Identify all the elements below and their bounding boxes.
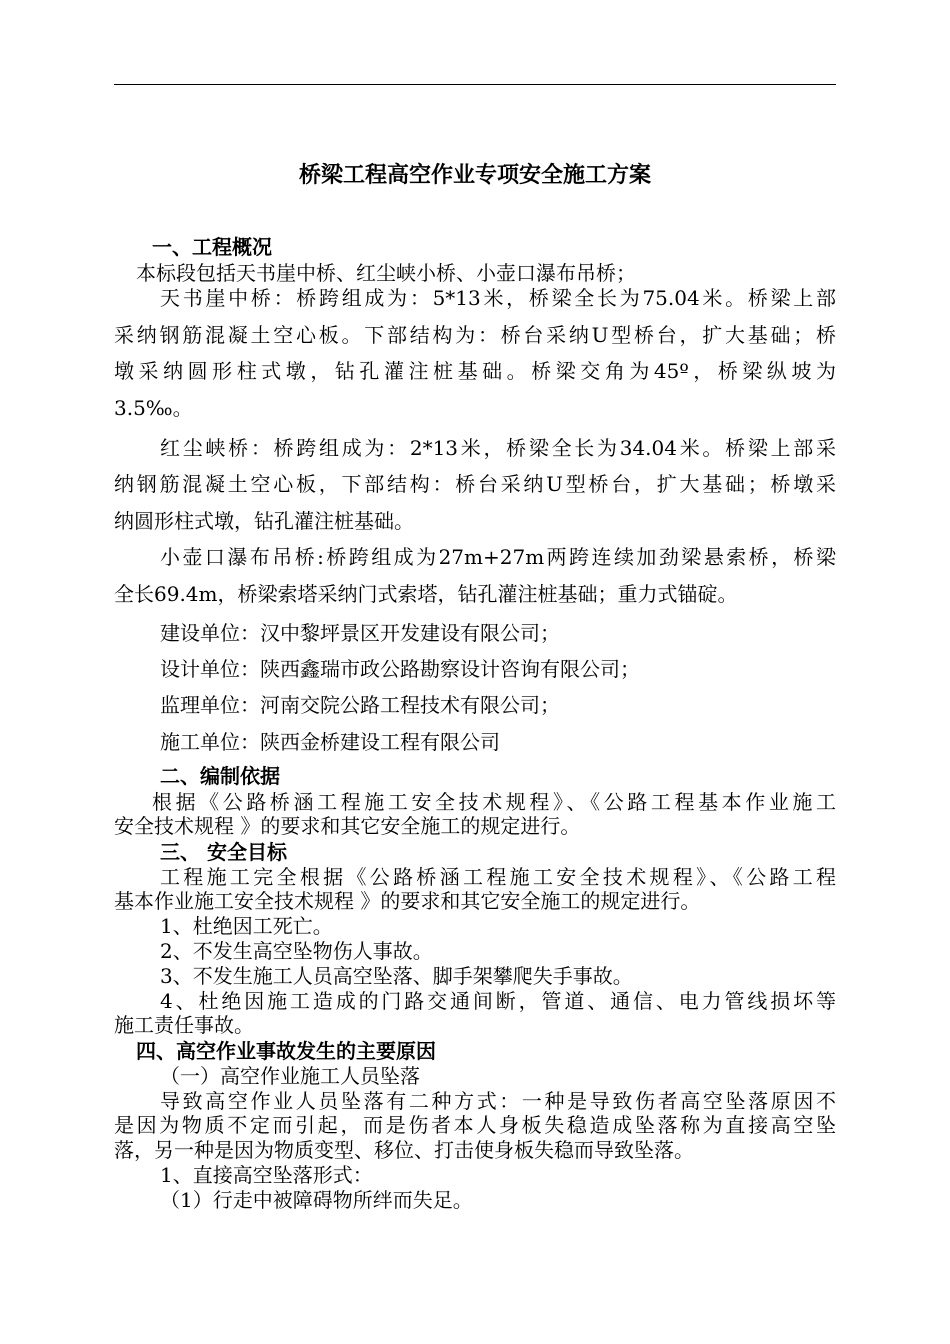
- body-text-line: 天书崖中桥：桥跨组成为：5*13米，桥梁全长为75.04米。桥梁上部: [160, 286, 836, 310]
- section-heading: 四、高空作业事故发生的主要原因: [136, 1039, 436, 1063]
- body-text-line: 基本作业施工安全技术规程 》的要求和其它安全施工的规定进行。: [114, 889, 701, 913]
- body-text-line: （1）行走中被障碍物所绊而失足。: [160, 1188, 473, 1212]
- body-text-line: 墩采纳圆形柱式墩，钻孔灌注桩基础。桥梁交角为45º，桥梁纵坡为: [114, 359, 836, 383]
- body-text-line: 1、杜绝因工死亡。: [160, 914, 333, 938]
- body-text-line: 2、不发生高空坠物伤人事故。: [160, 939, 433, 963]
- body-text-line: 工程施工完全根据《公路桥涵工程施工安全技术规程》、《公路工程: [160, 865, 836, 889]
- body-text-line: 施工单位：陕西金桥建设工程有限公司: [160, 730, 500, 754]
- section-heading: 一、工程概况: [152, 235, 272, 259]
- body-text-line: 红尘峡桥：桥跨组成为：2*13米，桥梁全长为34.04米。桥梁上部采: [160, 436, 836, 460]
- body-text-line: （一）高空作业施工人员坠落: [160, 1064, 420, 1088]
- body-text-line: 本标段包括天书崖中桥、红尘峡小桥、小壶口瀑布吊桥；: [136, 261, 636, 285]
- header-rule: [114, 84, 836, 85]
- body-text-line: 1、直接高空坠落形式：: [160, 1163, 373, 1187]
- body-text-line: 设计单位：陕西鑫瑞市政公路勘察设计咨询有限公司；: [160, 657, 640, 681]
- body-text-line: 4、杜绝因施工造成的门路交通间断，管道、通信、电力管线损坏等: [160, 989, 836, 1013]
- body-text-line: 安全技术规程 》的要求和其它安全施工的规定进行。: [114, 814, 581, 838]
- body-text-line: 监理单位：河南交院公路工程技术有限公司；: [160, 693, 560, 717]
- body-text-line: 3、不发生施工人员高空坠落、脚手架攀爬失手事故。: [160, 964, 633, 988]
- document-title: 桥梁工程高空作业专项安全施工方案: [298, 162, 651, 188]
- body-text-line: 纳圆形柱式墩，钻孔灌注桩基础。: [114, 509, 414, 533]
- section-heading: 二、编制依据: [160, 764, 280, 788]
- body-text-line: 施工责任事故。: [114, 1013, 254, 1037]
- body-text-line: 全长69.4m，桥梁索塔采纳门式索塔，钻孔灌注桩基础；重力式锚碇。: [114, 582, 738, 606]
- body-text-line: 小壶口瀑布吊桥:桥跨组成为27m+27m两跨连续加劲梁悬索桥，桥梁: [160, 545, 836, 569]
- body-text-line: 建设单位：汉中黎坪景区开发建设有限公司；: [160, 621, 560, 645]
- body-text-line: 导致高空作业人员坠落有二种方式：一种是导致伤者高空坠落原因不: [160, 1089, 836, 1113]
- body-text-line: 3.5‰。: [114, 396, 193, 420]
- body-text-line: 采纳钢筋混凝土空心板。下部结构为：桥台采纳U型桥台，扩大基础；桥: [114, 323, 836, 347]
- body-text-line: 落，另一种是因为物质变型、移位、打击使身板失稳而导致坠落。: [114, 1138, 694, 1162]
- body-text-line: 根据《公路桥涵工程施工安全技术规程》、《公路工程基本作业施工: [152, 790, 836, 814]
- body-text-line: 纳钢筋混凝土空心板，下部结构：桥台采纳U型桥台，扩大基础；桥墩采: [114, 472, 836, 496]
- section-heading: 三、 安全目标: [160, 840, 287, 864]
- body-text-line: 是因为物质不定而引起，而是伤者本人身板失稳造成坠落称为直接高空坠: [114, 1113, 836, 1137]
